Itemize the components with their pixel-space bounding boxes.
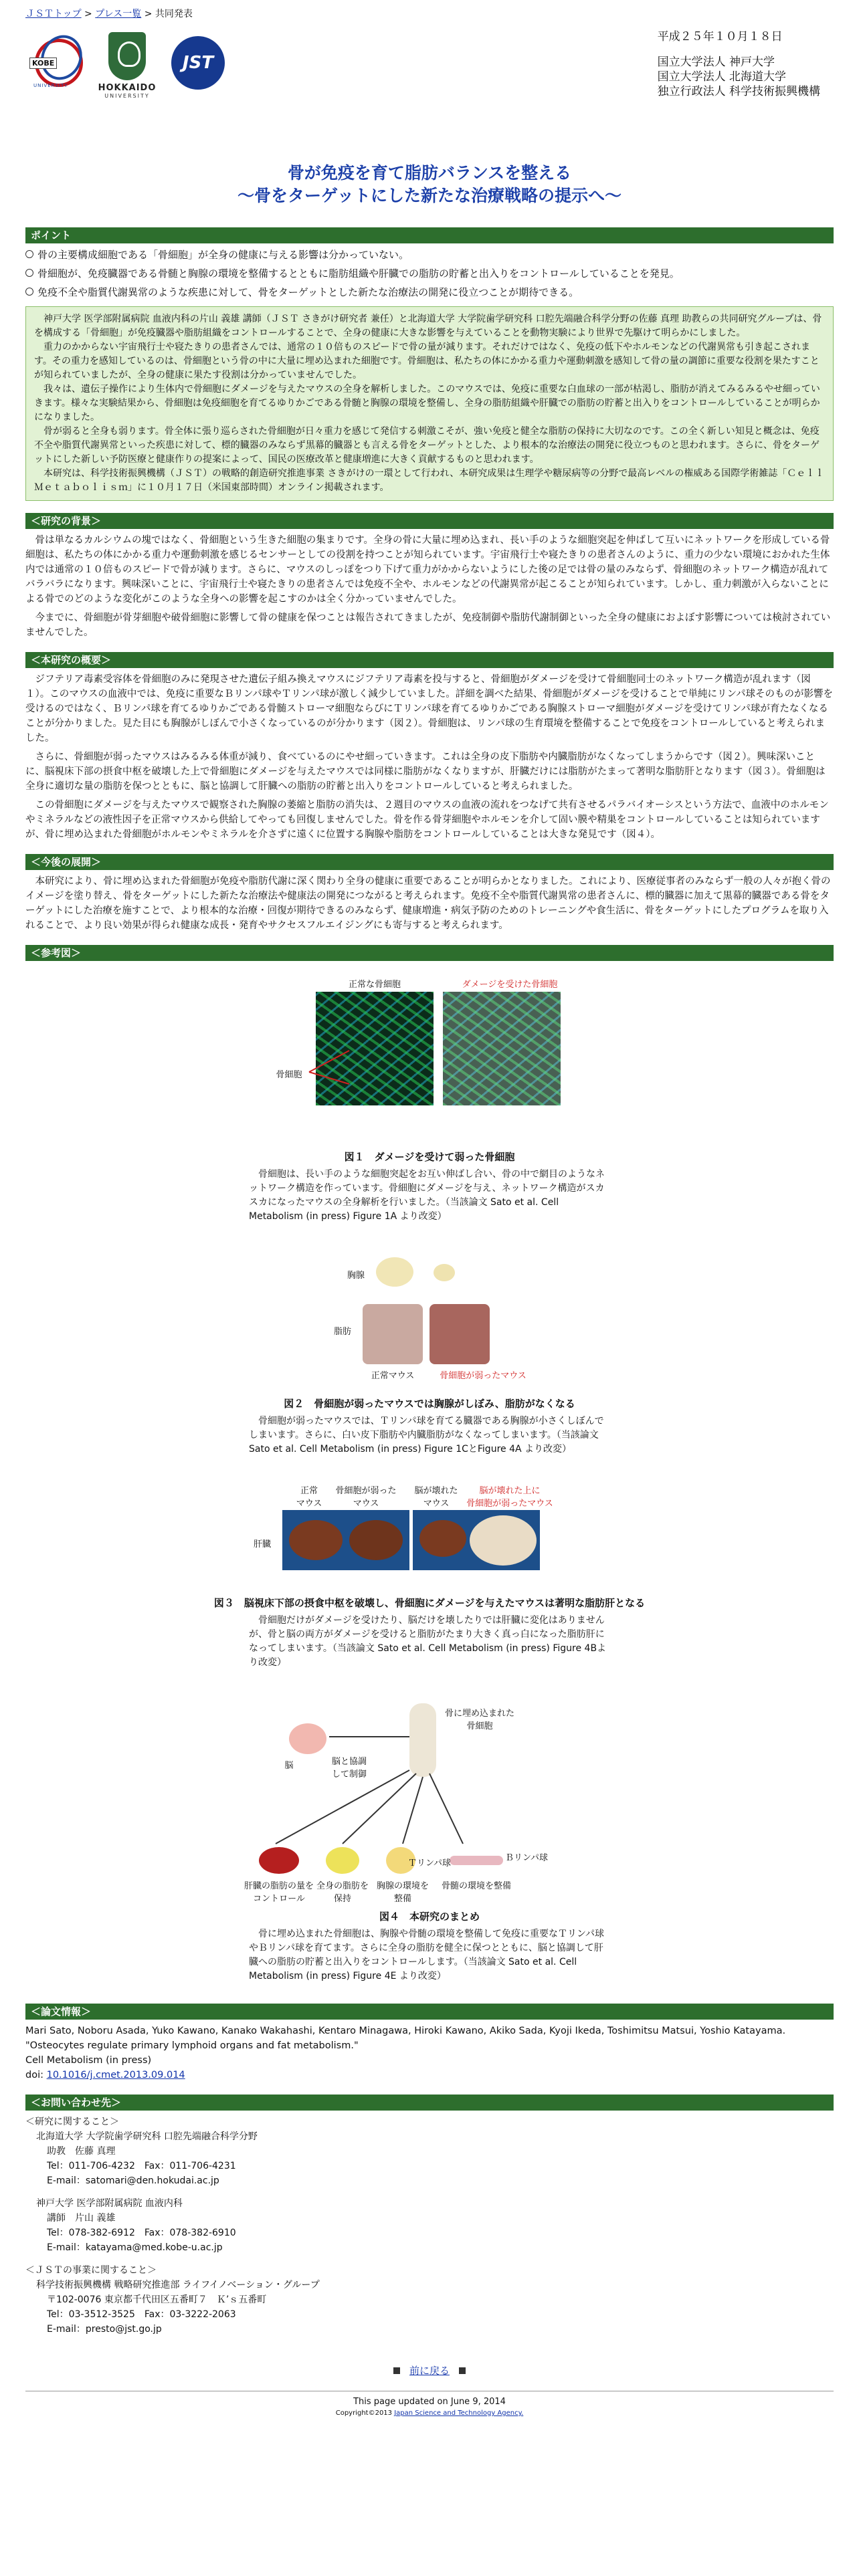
section-overview: ＜本研究の概要＞ (25, 652, 834, 668)
section-paper: ＜論文情報＞ (25, 2004, 834, 2020)
section-background: ＜研究の背景＞ (25, 513, 834, 529)
background-text: 骨は単なるカルシウムの塊ではなく、骨細胞という生きた細胞の集まりです。全身の骨に大量に埋め込まれ、長い手のような細胞突起を伸ばして互いにネットワークを形成している骨細胞は、私たちの体にかかる重力や運動刺激を感じるセンサーとしての役割を持つことが知られています。宇宙飛行士や寝たきりの患者さんのように、重力の少ない環境におかれた生体内では通常の１０倍ものスピードで骨が減ります。さらに、マウスのしっぽをつり下げて重力がかからないようにした後の足では骨の量のみならず、骨細胞のネットワーク構造が乱れてバラバラになります。興味深いことに、宇宙飛行士や寝たきりの患者さんでは免疫不全や、ホルモンなどの代謝異常が起こることが知られています。しかし、重力刺激が入らないことによる骨でのどのような変化がこのような全身への影響を起こすのかは全く分かっていませんでした。 今までに、骨細胞が骨芽細胞や破骨細胞に影響して骨の健康を保つことは報告されてきましたが、免疫制御や脂肪代謝制御といった全身の健康におよぼす影響については検討されていませんでした。 (25, 535, 831, 638)
mouse-weak-image (430, 1304, 490, 1364)
figure-3-note: 骨細胞だけがダメージを受けたり、脳だけを壊したりでは肝臓に変化はありませんが、骨と脳の両方がダメージを受けると脂肪がたまり大きく真っ白になった脂肪肝になってしまいます。（当該論文 Sato et al. Cell Metabolism (in press) Figure 4Bより改変） (249, 1615, 607, 1668)
figure-4-note: 骨に埋め込まれた骨細胞は、胸腺や骨髄の環境を整備して免疫に重要なＴリンパ球やＢリンパ球を育てます。さらに全身の脂肪を健全に保つとともに、脳と協調して肝臓への脂肪の貯蓄と出入りをコントロールします。（当該論文 Sato et al. Cell Metabolism (in press) Figure 4E より改変） (249, 1929, 605, 1981)
figure-2: 胸腺 脂肪 正常マウス 骨細胞が弱ったマウス (195, 1251, 664, 1391)
paper-info: Mari Sato, Noboru Asada, Yuko Kawano, Kanako Wakahashi, Kentaro Minagawa, Hiroki Kawano, Akiko Sada, Kyoji Ikeda, Toshimitsu Matsui, Yoshio Katayama. "Osteocytes regulate primary lymphoid organs and fat metabolism." Cell Metabolism (in press) doi: 10.1016/j.cmet.2013.09.014 (25, 2024, 834, 2082)
section-point: ポイント (25, 227, 834, 243)
future-text: 本研究により、骨に埋め込まれた骨細胞が免疫や脂肪代謝に深く関わり全身の健康に重要であることが明らかとなりました。これにより、医療従事者のみならず一般の人々が抱く骨のイメージを塗り替え、骨をターゲットにした新たな治療法や健康法の開発につながると考えられます。免疫不全や脂質代謝異常の患者さんに、標的臓器に加えて黒幕的臓器である骨をターゲットにした治療を施すことで、より根本的な治療・回復が期待できるのみならず、健康増進・病気予防のためのトレーニングや食生活に、骨をターゲットにしたプログラムを取り入れることで、より良い効果が得られ健康な成長・発育やサクセスフルエイジングにも寄与すると考えられます。 (25, 876, 831, 931)
square-icon (459, 2367, 466, 2374)
bone-marrow-icon (450, 1856, 503, 1865)
contact-info: ＜研究に関すること＞ 北海道大学 大学院歯学研究科 口腔先端融合科学分野 助教 佐藤 真理 Tel：011-706-4232 Fax：011-706-4231 E-mail：satomari@den.hokudai.ac.jp 神戸大学 医学部附属病院 血液内科 講師 片山 義雄 Tel：078-382-6912 Fax：078-382-6910 E-mail：katayama@med.kobe-u.ac.jp ＜ＪＳＴの事業に関すること＞ 科学技術振興機構 戦略研究推進部 ライフイノベーション・グループ 〒102-0076 東京都千代田区五番町７ Ｋ’ｓ五番町 Tel：03-3512-3525 Fax：03-3222-2063 E-mail：presto@jst.go.jp (25, 2117, 320, 2335)
square-icon (393, 2367, 400, 2374)
thymus-normal-image (376, 1257, 413, 1287)
org-hokkaido: 国立大学法人 北海道大学 (657, 70, 786, 84)
jst-link[interactable]: Japan Science and Technology Agency. (394, 2409, 524, 2417)
mouse-normal-image (363, 1304, 423, 1364)
paper-authors: Mari Sato, Noboru Asada, Yuko Kawano, Kanako Wakahashi, Kentaro Minagawa, Hiroki Kawano, Akiko Sada, Kyoji Ikeda, Toshimitsu Matsui, Yoshio Katayama. (25, 2026, 786, 2036)
jst-logo: JST (167, 32, 234, 92)
copyright: Copyright©2013 Japan Science and Technology Agency. (335, 2409, 524, 2417)
figure-2-note: 骨細胞が弱ったマウスでは、Ｔリンパ球を育てる臓器である胸腺が小さくしぼんでしまいます。さらに、白い皮下脂肪や内臓脂肪がなくなってしまいます。（当該論文 Sato et al. Cell Metabolism (in press) Figure 1CとFigure 4A より改変） (249, 1416, 604, 1455)
point-item: 骨細胞が、免疫臓器である骨髄と胸腺の環境を整備するとともに脂肪組織や肝臓での脂肪の貯蓄と出入りをコントロールしていることを発見。 (25, 266, 834, 281)
fat-icon (326, 1847, 359, 1874)
footer-nav (25, 2363, 834, 2377)
breadcrumb-press-list[interactable]: プレス一覧 (95, 9, 142, 19)
logos (27, 32, 234, 106)
summary-box: 神戸大学 医学部附属病院 血液内科の片山 義雄 講師（ＪＳＴ さきがけ研究者 兼任）と北海道大学 大学院歯学研究科 口腔先端融合科学分野の佐藤 真理 助教らの共同研究グループは、骨を構成する「骨細胞」が免疫臓器や脂肪組織をコントロールすることで、全身の健康に大きな影響を与えていることを動物実験により世界で先駆けて明らかにしました。 重力のかからない宇宙飛行士や寝たきりの患者さんでは、通常の１０倍ものスピードで骨の量が減ります。それだけではなく、免疫の低下やホルモンなどの代謝異常も引き起こされます。その重力を感知しているのは、骨細胞という骨の中に大量に埋め込まれた細胞です。骨細胞は、私たちの体にかかる重力や運動刺激を感知して骨の量の調節に重要な役割を果たすことが知られていましたが、全身の健康に果たす役割は分かっていませんでした。 我々は、遺伝子操作により生体内で骨細胞にダメージを与えたマウスの全身を解析しました。このマウスでは、免疫に重要な白血球の一部が枯渇し、脂肪が消えてみるみるやせ細っていきます。様々な実験結果から、骨細胞は免疫細胞を育てるゆりかごである骨髄と胸腺の環境を整備し、全身の脂肪組織や肝臓での脂肪の貯蓄と出入りをコントロールしていることが明らかになりました。 骨が弱ると全身も弱ります。骨全体に張り巡らされた骨細胞が日々重力を感じて発信する刺激こそが、強い免疫と健全な脂肪の保持に大切なのです。この全く新しい知見と概念は、免疫不全や脂質代謝異常といった疾患に対して、標的臓器のみならず黒幕的臓器とも言える骨をターゲットとした、より根本的な治療法の開発に役立つものと思われます。さらに、骨をターゲットにした新しい予防医療と健康作りの提案によって、国民の医療改革と健康増進に大きく貢献するものと思われます。 本研究は、科学技術振興機構（ＪＳＴ）の戦略的創造研究推進事業 さきがけの一環として行われ、本研究成果は生理学や糖尿病等の分野で最高レベルの権威ある国際学術雑誌「Ｃｅｌｌ Ｍｅｔａｂｏｌｉｓｍ」に１０月１７日（米国東部時間）オンライン掲載されます。 (25, 306, 834, 501)
pointer-lines (302, 1044, 356, 1091)
arrow-diagram (195, 1697, 664, 1904)
back-link[interactable]: 前に戻る (409, 2365, 450, 2377)
bullet-circle-icon (25, 269, 33, 277)
kobe-university-logo: KOBE UNIVERSITY (27, 32, 87, 92)
points-list (25, 247, 834, 300)
point-item: 骨の主要構成細胞である「骨細胞」が全身の健康に与える影響は分かっていない。 (25, 247, 834, 262)
point-item: 免疫不全や脂質代謝異常のような疾患に対して、骨をターゲットとした新たな治療法の開発に役立つことが期待できる。 (25, 285, 834, 300)
doi-link[interactable]: 10.1016/j.cmet.2013.09.014 (46, 2070, 185, 2080)
figure-4-caption: 図４ 本研究のまとめ (379, 1911, 480, 1923)
figure-1-caption: 図１ ダメージを受けて弱った骨細胞 (344, 1151, 515, 1163)
section-contact: ＜お問い合わせ先＞ (25, 2095, 834, 2111)
section-future: ＜今後の展開＞ (25, 854, 834, 870)
release-info (658, 29, 820, 99)
section-figures: ＜参考図＞ (25, 945, 834, 961)
figure-1-note: 骨細胞は、長い手のような細胞突起をお互い伸ばし合い、骨の中で網目のようなネットワーク構造を作っています。骨細胞にダメージを与え、ネットワーク構造がスカスカになったマウスの全身解析を行いました。（当該論文 Sato et al. Cell Metabolism (in press) Figure 1A より改変） (249, 1169, 605, 1222)
breadcrumb-jst-top[interactable]: ＪＳＴトップ (25, 9, 82, 19)
page-title: 骨が免疫を育て脂肪バランスを整える ～骨をターゲットにした新たな治療戦略の提示へ～ (237, 163, 622, 205)
bullet-circle-icon (25, 288, 33, 296)
figure-4: 骨に埋め込まれた骨細胞 脳 脳と協調して制御 Ｔリンパ球 Ｂリンパ球 肝臓の脂肪の量をコントロール 全身の脂肪を保持 胸腺の環境を整備 骨髄の環境を整備 (195, 1697, 664, 1904)
breadcrumb: ＪＳＴトップ > プレス一覧 > 共同発表 (25, 9, 193, 19)
breadcrumb-current: 共同発表 (155, 9, 193, 19)
paper-title: "Osteocytes regulate primary lymphoid organs and fat metabolism." (25, 2040, 359, 2051)
updated-note: This page updated on June 9, 2014 (25, 2391, 834, 2407)
org-jst: 独立行政法人 科学技術振興機構 (657, 85, 820, 98)
micro-damaged-image (443, 992, 561, 1105)
overview-text: ジフテリア毒素受容体を骨細胞のみに発現させた遺伝子組み換えマウスにジフテリア毒素を投与すると、骨細胞がダメージを受けて骨細胞同士のネットワーク構造が乱れます（図１）。このマウスの血液中では、免疫に重要なＢリンパ球やＴリンパ球が激しく減少していました。詳細を調べた結果、骨細胞がダメージを受けることで単純にリンパ球そのものが影響を受けるのではなく、Ｂリンパ球を育てるゆりかごである骨髄ストローマ細胞ならびにＴリンパ球を育てるゆりかごである胸腺ストローマ細胞がダメージを受けてリンパ球が育たなくなることが分かりました。見た目にも胸腺がしぼんで小さくなっているのが分かります（図２）。骨細胞は、リンパ球の生育環境を整備することで免疫をコントロールしていると考えられました。 さらに、骨細胞が弱ったマウスはみるみる体重が減り、食べているのにやせ細っていきます。これは全身の皮下脂肪や内臓脂肪がなくなってしまうからです（図２）。興味深いことに、脳視床下部の摂食中枢を破壊した上で骨細胞にダメージを与えたマウスでは同様に脂肪がなくなりますが、肝臓だけには脂肪がたまって著明な脂肪肝となります（図３）。骨細胞は全身に適切な量の脂肪を保つとともに、脳と協調して肝臓への脂肪の貯蓄と出入りをコントロールしていると考えられました。 この骨細胞にダメージを与えたマウスで観察された胸腺の萎縮と脂肪の消失は、２週目のマウスの血液の流れをつなげて共有させるパラバイオーシスという方法で、血液中のホルモンやミネラルなどの液性因子を正常マウスから供給してやっても回復しませんでした。骨を作る骨芽細胞やホルモンを介して固い膜や精巣をコントロールしていることは知られていますが、骨に埋め込まれた骨細胞がホルモンやミネラルを介さずに遠くに位置する胸腺や脂肪をコントロールしていることは大きな発見です（図４）。 (25, 674, 833, 840)
figure-3-caption: 図３ 脳視床下部の摂食中枢を破壊し、骨細胞にダメージを与えたマウスは著明な脂肪肝となる (213, 1597, 646, 1609)
figure-2-caption: 図２ 骨細胞が弱ったマウスでは胸腺がしぼみ、脂肪がなくなる (284, 1398, 575, 1410)
thymus-weak-image (434, 1264, 455, 1281)
liver-icon (259, 1847, 299, 1874)
figure-3: 正常 マウス 骨細胞が弱った マウス 脳が壊れた マウス 脳が壊れた上に 骨細胞が弱ったマウス 肝臓 (195, 1483, 664, 1590)
hokkaido-university-logo: HOKKAIDO UNIVERSITY (94, 32, 161, 106)
org-kobe: 国立大学法人 神戸大学 (657, 56, 775, 69)
bullet-circle-icon (25, 250, 33, 258)
release-date: 平成２５年１０月１８日 (657, 30, 783, 43)
header (25, 20, 834, 107)
figure-1: 正常な骨細胞 ダメージを受けた骨細胞 骨細胞 (195, 977, 664, 1144)
paper-journal: Cell Metabolism (in press) (25, 2055, 152, 2066)
